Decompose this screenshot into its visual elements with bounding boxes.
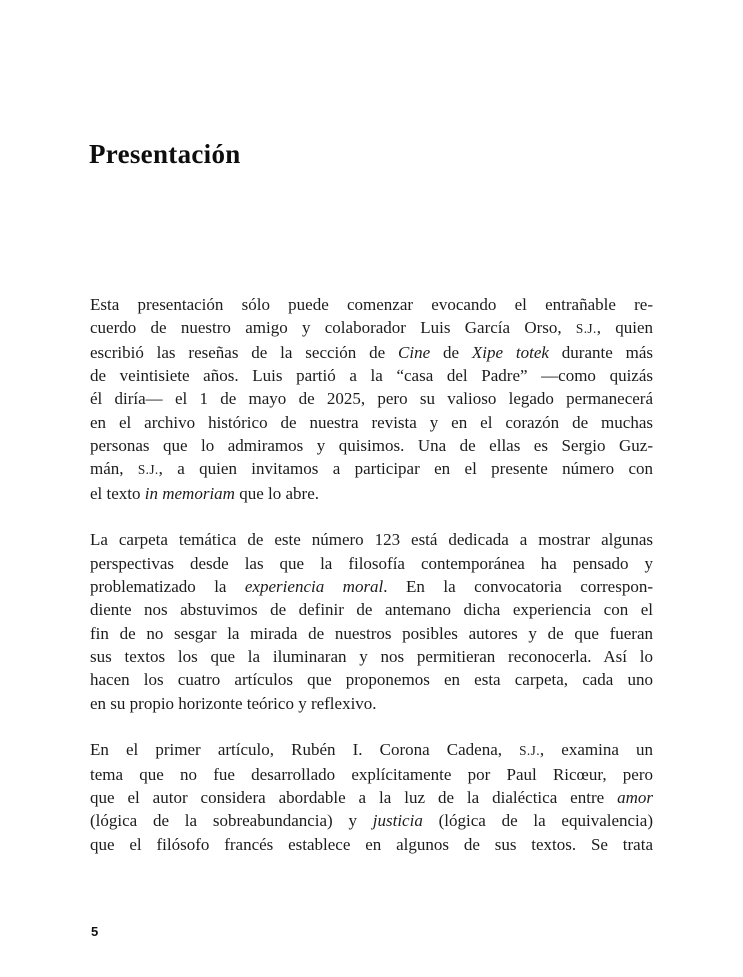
body-text-segment: (lógica de la equivalencia)	[422, 811, 653, 831]
body-text-segment: , quien	[596, 318, 653, 338]
text-line	[90, 457, 653, 481]
text-line	[90, 364, 653, 387]
body-text-segment: de	[430, 342, 472, 362]
body-text	[90, 293, 653, 856]
text-line	[90, 411, 653, 434]
text-line	[90, 575, 653, 598]
italic-text: experiencia moral	[244, 576, 384, 596]
text-line	[90, 598, 653, 621]
text-line	[90, 387, 653, 410]
paragraph	[90, 738, 653, 856]
body-text-segment: mán,	[90, 459, 138, 479]
text-line	[90, 316, 653, 340]
body-text-segment: fin de no sesgar la mirada de nuestros posibles autores y de que fueran	[90, 623, 653, 643]
body-text-segment: (lógica de la sobreabundancia) y	[90, 811, 373, 831]
text-line	[90, 833, 653, 856]
body-text-segment: . En la convocatoria correspon-	[383, 576, 654, 596]
body-text-segment: diente nos abstuvimos de definir de antemano dicha experiencia con el	[90, 600, 653, 620]
body-text-segment: personas que lo admiramos y quisimos. Una de ellas es Sergio Guz-	[90, 435, 653, 455]
text-line	[90, 645, 653, 668]
italic-text: Xipe totek	[471, 342, 549, 362]
body-text-segment: Esta presentación sólo puede comenzar evocando el entrañable re-	[90, 295, 653, 314]
body-text-segment: que lo abre.	[234, 483, 319, 503]
body-text-segment: problematizado la	[90, 576, 245, 596]
text-line	[90, 552, 653, 575]
body-text-segment: perspectivas desde las que la filosofía contemporánea ha pensado y	[90, 553, 653, 573]
smallcaps-text: S.J.	[137, 462, 159, 478]
text-line	[90, 809, 653, 832]
body-text-segment: en su propio horizonte teórico y reflexivo.	[90, 693, 377, 713]
text-line	[90, 293, 653, 316]
body-text-segment: sus textos los que la iluminaran y nos permitieran reconocerla. Así lo	[90, 646, 653, 666]
page-number: 5	[91, 924, 99, 939]
body-text-segment: , examina un	[539, 740, 653, 760]
text-line	[90, 341, 653, 364]
body-text-segment: el texto	[90, 483, 145, 503]
body-text-segment: durante más	[548, 342, 653, 362]
body-text-segment: hacen los cuatro artículos que proponemos en esta carpeta, cada uno	[90, 670, 653, 690]
body-text-segment: tema que no fue desarrollado explícitamente por Paul Ricœur, pero	[90, 764, 653, 784]
text-line	[90, 482, 653, 505]
text-line	[90, 692, 653, 715]
text-line	[90, 668, 653, 691]
body-text-segment: , a quien invitamos a participar en el presente número con	[158, 459, 653, 479]
body-text-segment: En el primer artículo, Rubén I. Corona Cadena,	[90, 740, 520, 760]
text-line	[90, 763, 653, 786]
paragraph	[90, 528, 653, 715]
body-text-segment: en el archivo histórico de nuestra revista y en el corazón de muchas	[90, 412, 653, 432]
smallcaps-text: S.J.	[575, 321, 597, 337]
body-text-segment: La carpeta temática de este número 123 está dedicada a mostrar algunas	[90, 530, 653, 550]
body-text-segment: que el filósofo francés establece en algunos de sus textos. Se trata	[90, 834, 653, 854]
paragraph	[90, 293, 653, 505]
body-text-segment: de veintisiete años. Luis partió a la “casa del Padre” —como quizás	[90, 365, 653, 385]
body-text-segment: él diría— el 1 de mayo de 2025, pero su valioso legado permanecerá	[90, 389, 653, 409]
italic-text: justicia	[372, 811, 423, 831]
italic-text: in memoriam	[144, 483, 235, 503]
body-text-segment: escribió las reseñas de la sección de	[90, 342, 399, 362]
italic-text: Cine	[398, 342, 431, 362]
body-text-segment: que el autor considera abordable a la luz de la dialéctica entre	[90, 787, 618, 807]
body-text-segment: cuerdo de nuestro amigo y colaborador Luis García Orso,	[90, 318, 576, 338]
italic-text: amor	[617, 787, 653, 807]
text-line	[90, 622, 653, 645]
page-title: Presentación	[89, 139, 241, 170]
text-line	[90, 738, 653, 762]
smallcaps-text: S.J.	[519, 743, 540, 759]
text-line	[90, 528, 653, 551]
text-line	[90, 434, 653, 457]
text-line	[90, 786, 653, 809]
